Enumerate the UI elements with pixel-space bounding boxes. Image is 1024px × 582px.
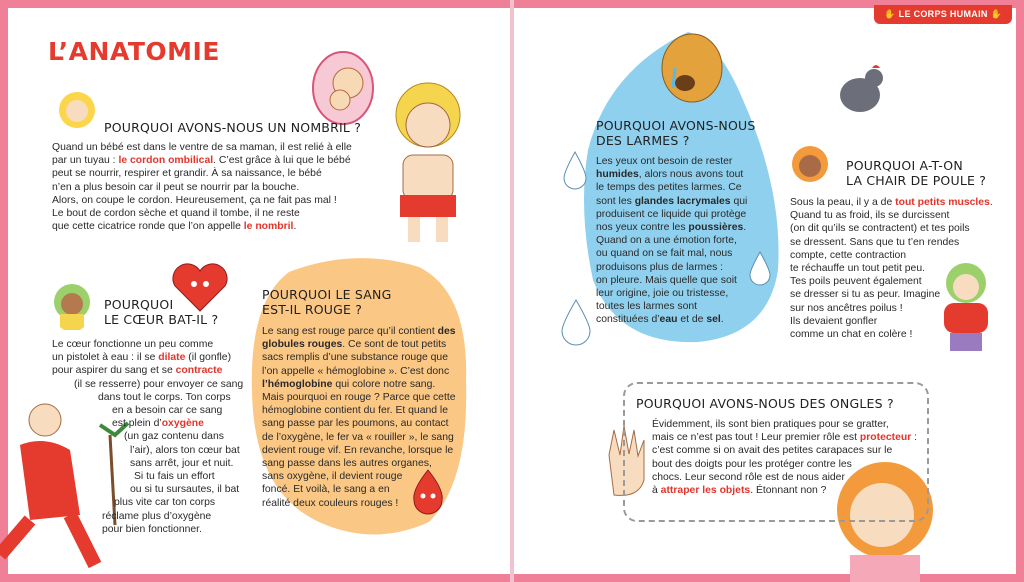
text-span: (il gonfle) — [185, 352, 232, 364]
text-line: te réchauffe un tout petit peu. — [790, 263, 925, 275]
bold-hemoglobine: l’hémoglobine — [262, 378, 333, 390]
book-gutter — [510, 0, 514, 582]
text-line: comme un chat en colère ! — [790, 329, 913, 341]
text-line: sans oxygène, il devient rouge — [262, 471, 403, 483]
text-line: sang passe dans les autres organes, — [262, 458, 432, 470]
text-line: n’en a plus besoin car il peut se nourrir par la bouche. — [52, 181, 300, 193]
text-span: Le sang est rouge parce qu’il contient — [262, 326, 438, 337]
text-line — [596, 195, 776, 208]
text-line: leur origine, joie ou tristesse, — [596, 288, 729, 300]
text-line: devient rouge vif. En revanche, lorsque le — [262, 444, 454, 456]
text-larmes — [596, 155, 776, 327]
text-span: : — [911, 432, 918, 444]
text-line: réclame plus d’oxygène — [102, 510, 212, 522]
text-span: est plein d’ — [112, 418, 162, 430]
text-line: de l’oxygène, le fer va « rouiller », le sang — [262, 431, 454, 443]
text-line: Quand tu as froid, ils se durcissent — [790, 210, 950, 222]
text-line: Tes poils peuvent également — [790, 276, 922, 288]
highlight-muscles: tout petits muscles — [895, 197, 990, 208]
bold-span: des — [437, 326, 456, 337]
highlight-dilate: dilate — [158, 352, 186, 364]
text-span: Sous la peau, il y a de — [790, 197, 896, 208]
text-line: Ils devaient gonfler — [790, 315, 878, 327]
boy-avatar-icon — [52, 282, 92, 332]
text-line: (on dit qu’ils se contractent) et tes poils — [790, 223, 970, 235]
text-line: réalité deux couleurs rouges ! — [262, 497, 399, 509]
hen-illustration — [832, 60, 894, 122]
text-poule — [790, 196, 1012, 341]
fetus-illustration — [308, 48, 378, 128]
text-line — [52, 417, 262, 430]
heading-line: LA CHAIR DE POULE ? — [846, 173, 987, 188]
heading-line: EST-IL ROUGE ? — [262, 302, 363, 317]
highlight-oxygene: oxygène — [161, 418, 204, 430]
text-line — [52, 154, 362, 167]
highlight-attraper: attraper les objets — [660, 485, 751, 497]
text-line: on pleure. Mais quelle que soit — [596, 274, 737, 286]
text-line — [596, 168, 776, 181]
tear-drop-icon — [562, 150, 588, 190]
heading-line: POURQUOI — [104, 297, 174, 312]
heading-poule — [846, 158, 986, 188]
tear-drop-icon — [560, 298, 592, 346]
text-line — [262, 338, 458, 351]
heading-line: LE CŒUR BAT-IL ? — [104, 312, 219, 327]
highlight-protecteur: protecteur — [859, 432, 912, 444]
heading-line: POURQUOI AVONS-NOUS — [596, 118, 756, 133]
text-span: et de — [677, 314, 707, 326]
text-span: un pistolet à eau : il se — [52, 352, 159, 364]
text-line: produisons plus de larmes : — [596, 261, 724, 273]
text-line: sacs remplis d’une substance rouge que — [262, 352, 448, 364]
text-line: se dressent. Sans que tu t’en rendes — [790, 236, 960, 248]
text-span: qui — [730, 195, 748, 207]
text-nombril — [52, 141, 362, 233]
text-line — [262, 378, 458, 391]
text-span: mais ce n’est pas tout ! Leur premier rôle est — [652, 432, 860, 444]
text-line: sur nos ancêtres poilus ! — [790, 302, 903, 314]
text-line: ou si tu sursautes, il bat — [130, 484, 240, 496]
boy-belly-illustration — [378, 70, 478, 245]
text-span: qui colore notre sang. — [332, 378, 436, 390]
text-span: . — [743, 222, 747, 234]
crying-dog-illustration — [655, 28, 730, 108]
text-line: hémoglobine contient du fer. Et quand le — [262, 405, 449, 417]
text-line: se dresser si tu as peur. Imagine — [790, 289, 941, 301]
text-line: le temps des petites larmes. Ce — [596, 182, 742, 194]
text-span: . — [720, 314, 724, 326]
heading-nombril: POURQUOI AVONS-NOUS UN NOMBRIL ? — [104, 120, 362, 135]
text-line — [52, 351, 262, 364]
highlight-cordon: le cordon ombilical — [118, 155, 214, 167]
text-span: , alors nous avons tout — [638, 169, 744, 181]
text-line: Quand on a une émotion forte, — [596, 235, 737, 247]
bold-poussieres: poussières — [688, 222, 744, 234]
text-span: constituées d’ — [596, 314, 660, 326]
girl-braids-avatar-icon — [790, 142, 830, 192]
text-line — [52, 220, 362, 233]
text-line: c’est comme si on avait des petites carapaces sur le — [652, 445, 893, 457]
bold-glandes: glandes lacrymales — [634, 195, 731, 207]
text-line: en a besoin car ce sang — [112, 405, 223, 417]
bold-eau: eau — [659, 314, 678, 326]
text-line: sans arrêt, jour et nuit. — [130, 457, 234, 469]
text-line: Le cœur fonctionne un peu comme — [52, 339, 214, 350]
text-span: . — [989, 197, 993, 208]
text-span: que cette cicatrice ronde que l’on appelle — [52, 221, 244, 233]
text-line — [790, 196, 1012, 209]
bold-humides: humides — [596, 169, 639, 181]
text-line — [652, 484, 924, 497]
text-line — [652, 431, 924, 444]
text-span: par un tuyau : — [52, 155, 119, 167]
text-span: pour aspirer du sang et se — [52, 365, 176, 377]
text-line: chocs. Leur second rôle est de nous aider — [652, 471, 845, 483]
heading-line: POURQUOI A-T-ON — [846, 158, 963, 173]
text-line: peut se nourrir, respirer et grandir. À sa naissance, le bébé — [52, 168, 322, 180]
text-line: l’air), alors ton cœur bat — [130, 444, 240, 456]
text-line: sang passe par les poumons, au contact — [262, 418, 449, 430]
heading-sang — [262, 287, 392, 317]
text-span: sont les — [596, 195, 635, 207]
text-line: Évidemment, ils sont bien pratiques pour se gratter, — [652, 419, 889, 430]
text-span: . — [293, 221, 297, 233]
page-number-right: 7 — [1004, 558, 1010, 568]
heading-line: POURQUOI LE SANG — [262, 287, 392, 302]
text-span: à — [652, 485, 661, 497]
text-coeur — [52, 338, 262, 536]
page-title: L’ANATOMIE — [48, 37, 220, 66]
text-line: (il se resserre) pour envoyer ce sang — [74, 378, 244, 390]
heading-larmes — [596, 118, 756, 148]
girl-avatar-icon — [58, 90, 96, 130]
text-line — [262, 325, 458, 338]
text-span: nos yeux contre les — [596, 222, 689, 234]
text-line: dans tout le corps. Ton corps — [98, 391, 231, 403]
text-line: l’on appelle « hémoglobine ». C’est donc — [262, 365, 450, 377]
heading-line: DES LARMES ? — [596, 133, 690, 148]
text-line: Le bout de cordon sèche et quand il tombe, il ne reste — [52, 208, 300, 220]
highlight-nombril: le nombril — [243, 221, 294, 233]
bold-globules: globules rouges — [262, 339, 343, 351]
text-line: Quand un bébé est dans le ventre de sa maman, il est relié à elle — [52, 142, 352, 153]
text-line: produisent ce liquide qui protège — [596, 208, 747, 220]
section-tag: ✋ LE CORPS HUMAIN ✋ — [874, 5, 1012, 24]
bold-sel: sel — [706, 314, 721, 326]
text-span: . Étonnant non ? — [750, 485, 827, 497]
heading-ongles: POURQUOI AVONS-NOUS DES ONGLES ? — [636, 396, 894, 411]
text-sang — [262, 325, 458, 510]
text-line: plus vite car ton corps — [114, 497, 216, 509]
text-line: ou quand on se fait mal, nous — [596, 248, 733, 260]
text-line: Alors, on coupe le cordon. Heureusement, ça ne fait pas mal ! — [52, 194, 337, 206]
page-number-left: 6 — [14, 558, 20, 568]
text-line: (un gaz contenu dans — [124, 431, 224, 443]
text-line — [52, 364, 262, 377]
text-line: foncé. Et voilà, le sang a en — [262, 484, 390, 496]
text-span: . Ce sont de tout petits — [342, 339, 447, 351]
text-line: bout des doigts pour les protéger contre les — [652, 458, 852, 470]
text-line: Si tu fais un effort — [134, 471, 215, 483]
text-line: Les yeux ont besoin de rester — [596, 156, 733, 167]
heading-coeur — [104, 297, 218, 327]
text-line: toutes les larmes sont — [596, 301, 698, 313]
section-tag-label: LE CORPS HUMAIN — [898, 9, 988, 19]
text-span: . C’est grâce à lui que le bébé — [213, 155, 351, 167]
text-line: compte, cette contraction — [790, 249, 907, 261]
text-line — [596, 221, 776, 234]
text-line: pour bien fonctionner. — [102, 523, 202, 535]
text-line — [596, 313, 776, 326]
text-ongles — [652, 418, 924, 497]
text-line: Mais pourquoi en rouge ? Parce que cette — [262, 392, 456, 404]
highlight-contracte: contracte — [175, 365, 223, 377]
